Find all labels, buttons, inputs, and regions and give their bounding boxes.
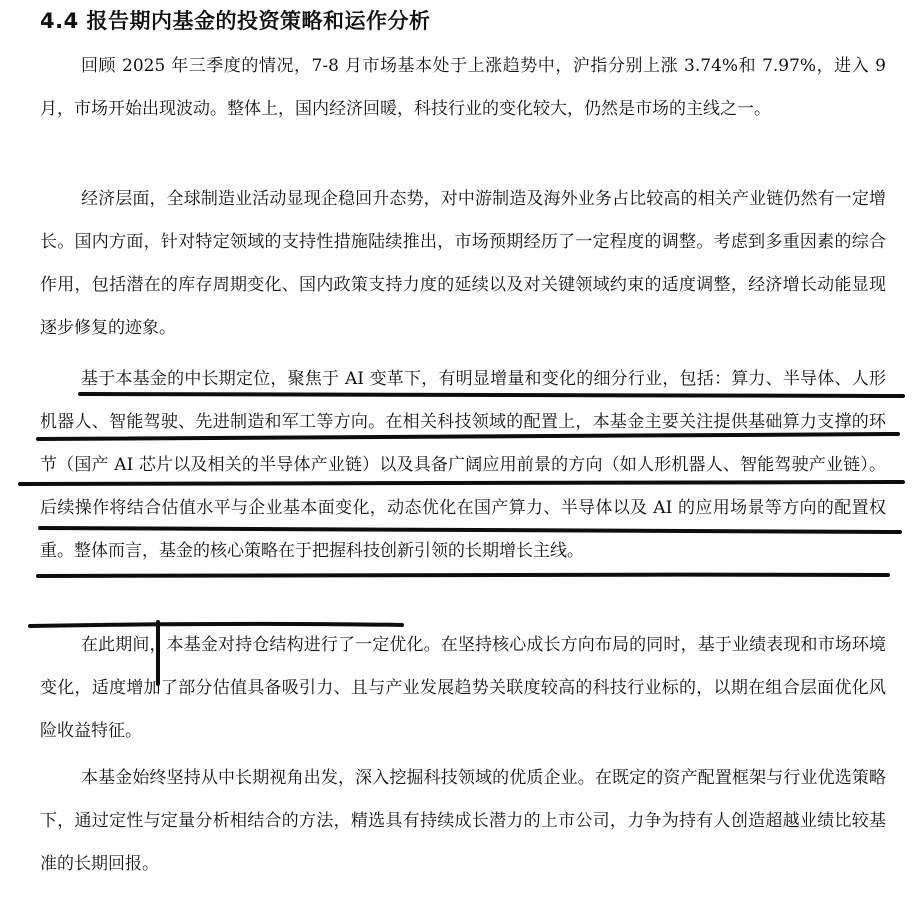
underline-stroke xyxy=(38,575,888,576)
paragraph-strategy: 基于本基金的中长期定位，聚焦于 AI 变革下，有明显增量和变化的细分行业，包括：算力、半导体、人形机器人、智能驾驶、先进制造和军工等方向。在相关科技领域的配置上，本基金主要关注提供基础算力支撑的环节（国产 AI 芯片以及相关的半导体产业链）以及具备广阔应用前景的方向（如人形机器人、智能驾驶产业链）。后续操作将结合估值水平与企业基本面变化，动态优化在国产算力、半导体以及 AI 的应用场景等方向的配置权重。整体而言，基金的核心策略在于把握科技创新引领的长期增长主线。 xyxy=(40,369,886,561)
section-heading: 4.4 报告期内基金的投资策略和运作分析 xyxy=(40,9,431,33)
paragraph-portfolio-adjustment: 在此期间，本基金对持仓结构进行了一定优化。在坚持核心成长方向布局的同时，基于业绩表现和市场环境变化，适度增加了部分估值具备吸引力、且与产业发展趋势关联度较高的科技行业标的，以期在组合层面优化风险收益特征。 xyxy=(40,635,886,741)
paragraph-economy: 经济层面，全球制造业活动显现企稳回升态势，对中游制造及海外业务占比较高的相关产业链仍然有一定增长。国内方面，针对特定领域的支持性措施陆续推出，市场预期经历了一定程度的调整。考虑到多重因素的综合作用，包括潜在的库存周期变化、国内政策支持力度的延续以及对关键领域约束的适度调整，经济增长动能显现逐步修复的迹象。 xyxy=(40,189,886,338)
paragraph-long-term-approach: 本基金始终坚持从中长期视角出发，深入挖掘科技领域的优质企业。在既定的资产配置框架与行业优选策略下，通过定性与定量分析相结合的方法，精选具有持续成长潜力的上市公司，力争为持有人创造超越业绩比较基准的长期回报。 xyxy=(40,768,886,874)
paragraph-market-review: 回顾 2025 年三季度的情况，7-8 月市场基本处于上涨趋势中，沪指分别上涨 3.74%和 7.97%，进入 9 月，市场开始出现波动。整体上，国内经济回暖，科技行业的变化较大，仍然是市场的主线之一。 xyxy=(40,56,886,119)
